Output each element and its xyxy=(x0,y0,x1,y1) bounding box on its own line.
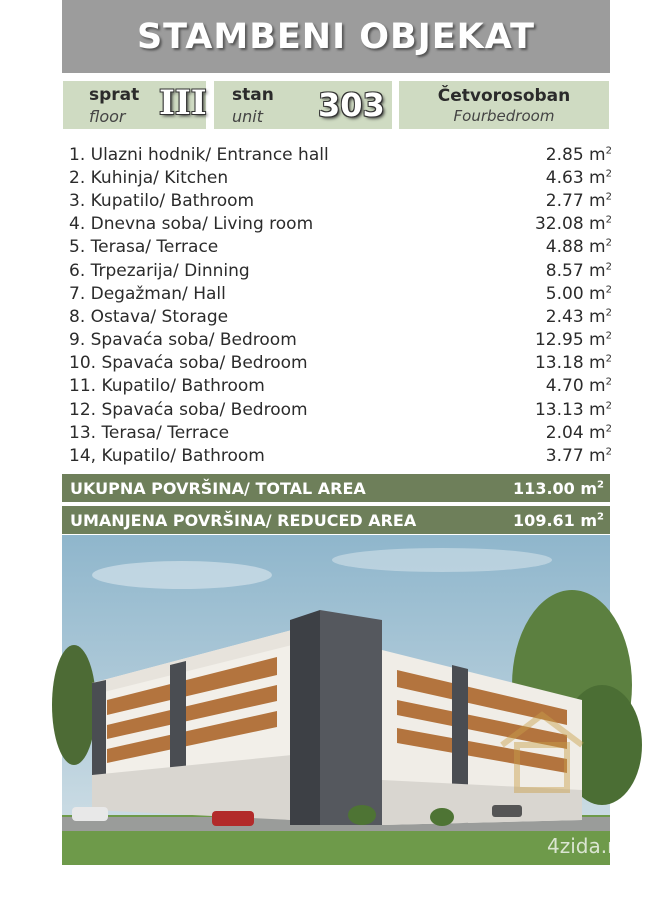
room-area: 5.00 $m^2$ xyxy=(545,283,612,304)
room-row xyxy=(69,444,612,467)
room-area: 4.70 $m^2$ xyxy=(545,376,612,397)
room-name: 14, Kupatilo/ Bathroom xyxy=(69,446,265,467)
room-area: 2.77 $m^2$ xyxy=(545,190,612,211)
room-area: 8.57 $m^2$ xyxy=(545,260,612,281)
floor-label: sprat xyxy=(89,85,140,105)
room-area: 4.63 $m^2$ xyxy=(545,167,612,188)
unit-label-en: unit xyxy=(232,107,263,126)
room-name: 12. Spavaća soba/ Bedroom xyxy=(69,399,308,420)
room-area: 12.95 $m^2$ xyxy=(534,330,612,351)
title-bar xyxy=(62,0,610,73)
watermark-text: 4zida.rs xyxy=(547,834,626,858)
room-row xyxy=(69,305,612,328)
reduced-area-bar xyxy=(62,506,610,534)
apartment-type-en: Fourbedroom xyxy=(453,107,555,125)
room-row xyxy=(69,352,612,375)
room-area: 32.08 $m^2$ xyxy=(534,214,612,235)
room-name: 3. Kupatilo/ Bathroom xyxy=(69,190,255,211)
reduced-area-value: 109.61 $m^2$ xyxy=(513,510,604,530)
unit-label: stan xyxy=(232,85,274,105)
room-area: 2.43 $m^2$ xyxy=(545,306,612,327)
total-area-bar xyxy=(62,474,610,502)
room-name: 8. Ostava/ Storage xyxy=(69,306,229,327)
room-area: 2.85 $m^2$ xyxy=(545,144,612,165)
room-area: 4.88 $m^2$ xyxy=(545,237,612,258)
room-area: 2.04 $m^2$ xyxy=(545,422,612,443)
type-cell xyxy=(398,80,610,130)
unit-value: 303 xyxy=(318,86,385,124)
room-area: 3.77 $m^2$ xyxy=(545,446,612,467)
total-area-label: UKUPNA POVRŠINA/ TOTAL AREA xyxy=(70,478,366,498)
room-name: 2. Kuhinja/ Kitchen xyxy=(69,167,229,188)
floor-value: III xyxy=(159,83,207,123)
room-name: 13. Terasa/ Terrace xyxy=(69,422,230,443)
unit-cell xyxy=(213,80,393,130)
page-title: STAMBENI OBJEKAT xyxy=(136,16,536,57)
room-name: 10. Spavaća soba/ Bedroom xyxy=(69,353,308,374)
room-name: 11. Kupatilo/ Bathroom xyxy=(69,376,265,397)
building-render xyxy=(62,535,626,865)
room-row xyxy=(69,421,612,444)
floor-label-en: floor xyxy=(89,107,126,126)
room-row xyxy=(69,282,612,305)
total-area-value: 113.00 $m^2$ xyxy=(513,478,604,498)
room-name: 6. Trpezarija/ Dinning xyxy=(69,260,250,281)
room-row xyxy=(69,166,612,189)
room-row xyxy=(69,213,612,236)
apartment-type: Četvorosoban xyxy=(437,86,571,106)
room-name: 1. Ulazni hodnik/ Entrance hall xyxy=(69,144,329,165)
room-row xyxy=(69,329,612,352)
room-area: 13.18 $m^2$ xyxy=(534,353,612,374)
rooms-list xyxy=(69,143,612,468)
room-name: 9. Spavaća soba/ Bedroom xyxy=(69,330,297,351)
floor-cell xyxy=(62,80,207,130)
room-row xyxy=(69,189,612,212)
room-name: 4. Dnevna soba/ Living room xyxy=(69,214,314,235)
room-area: 13.13 $m^2$ xyxy=(534,399,612,420)
building-render-image xyxy=(62,535,626,865)
room-name: 7. Degažman/ Hall xyxy=(69,283,226,304)
room-row xyxy=(69,236,612,259)
room-row xyxy=(69,143,612,166)
reduced-area-label: UMANJENA POVRŠINA/ REDUCED AREA xyxy=(70,510,417,530)
room-row xyxy=(69,375,612,398)
room-row xyxy=(69,398,612,421)
room-name: 5. Terasa/ Terrace xyxy=(69,237,219,258)
room-row xyxy=(69,259,612,282)
